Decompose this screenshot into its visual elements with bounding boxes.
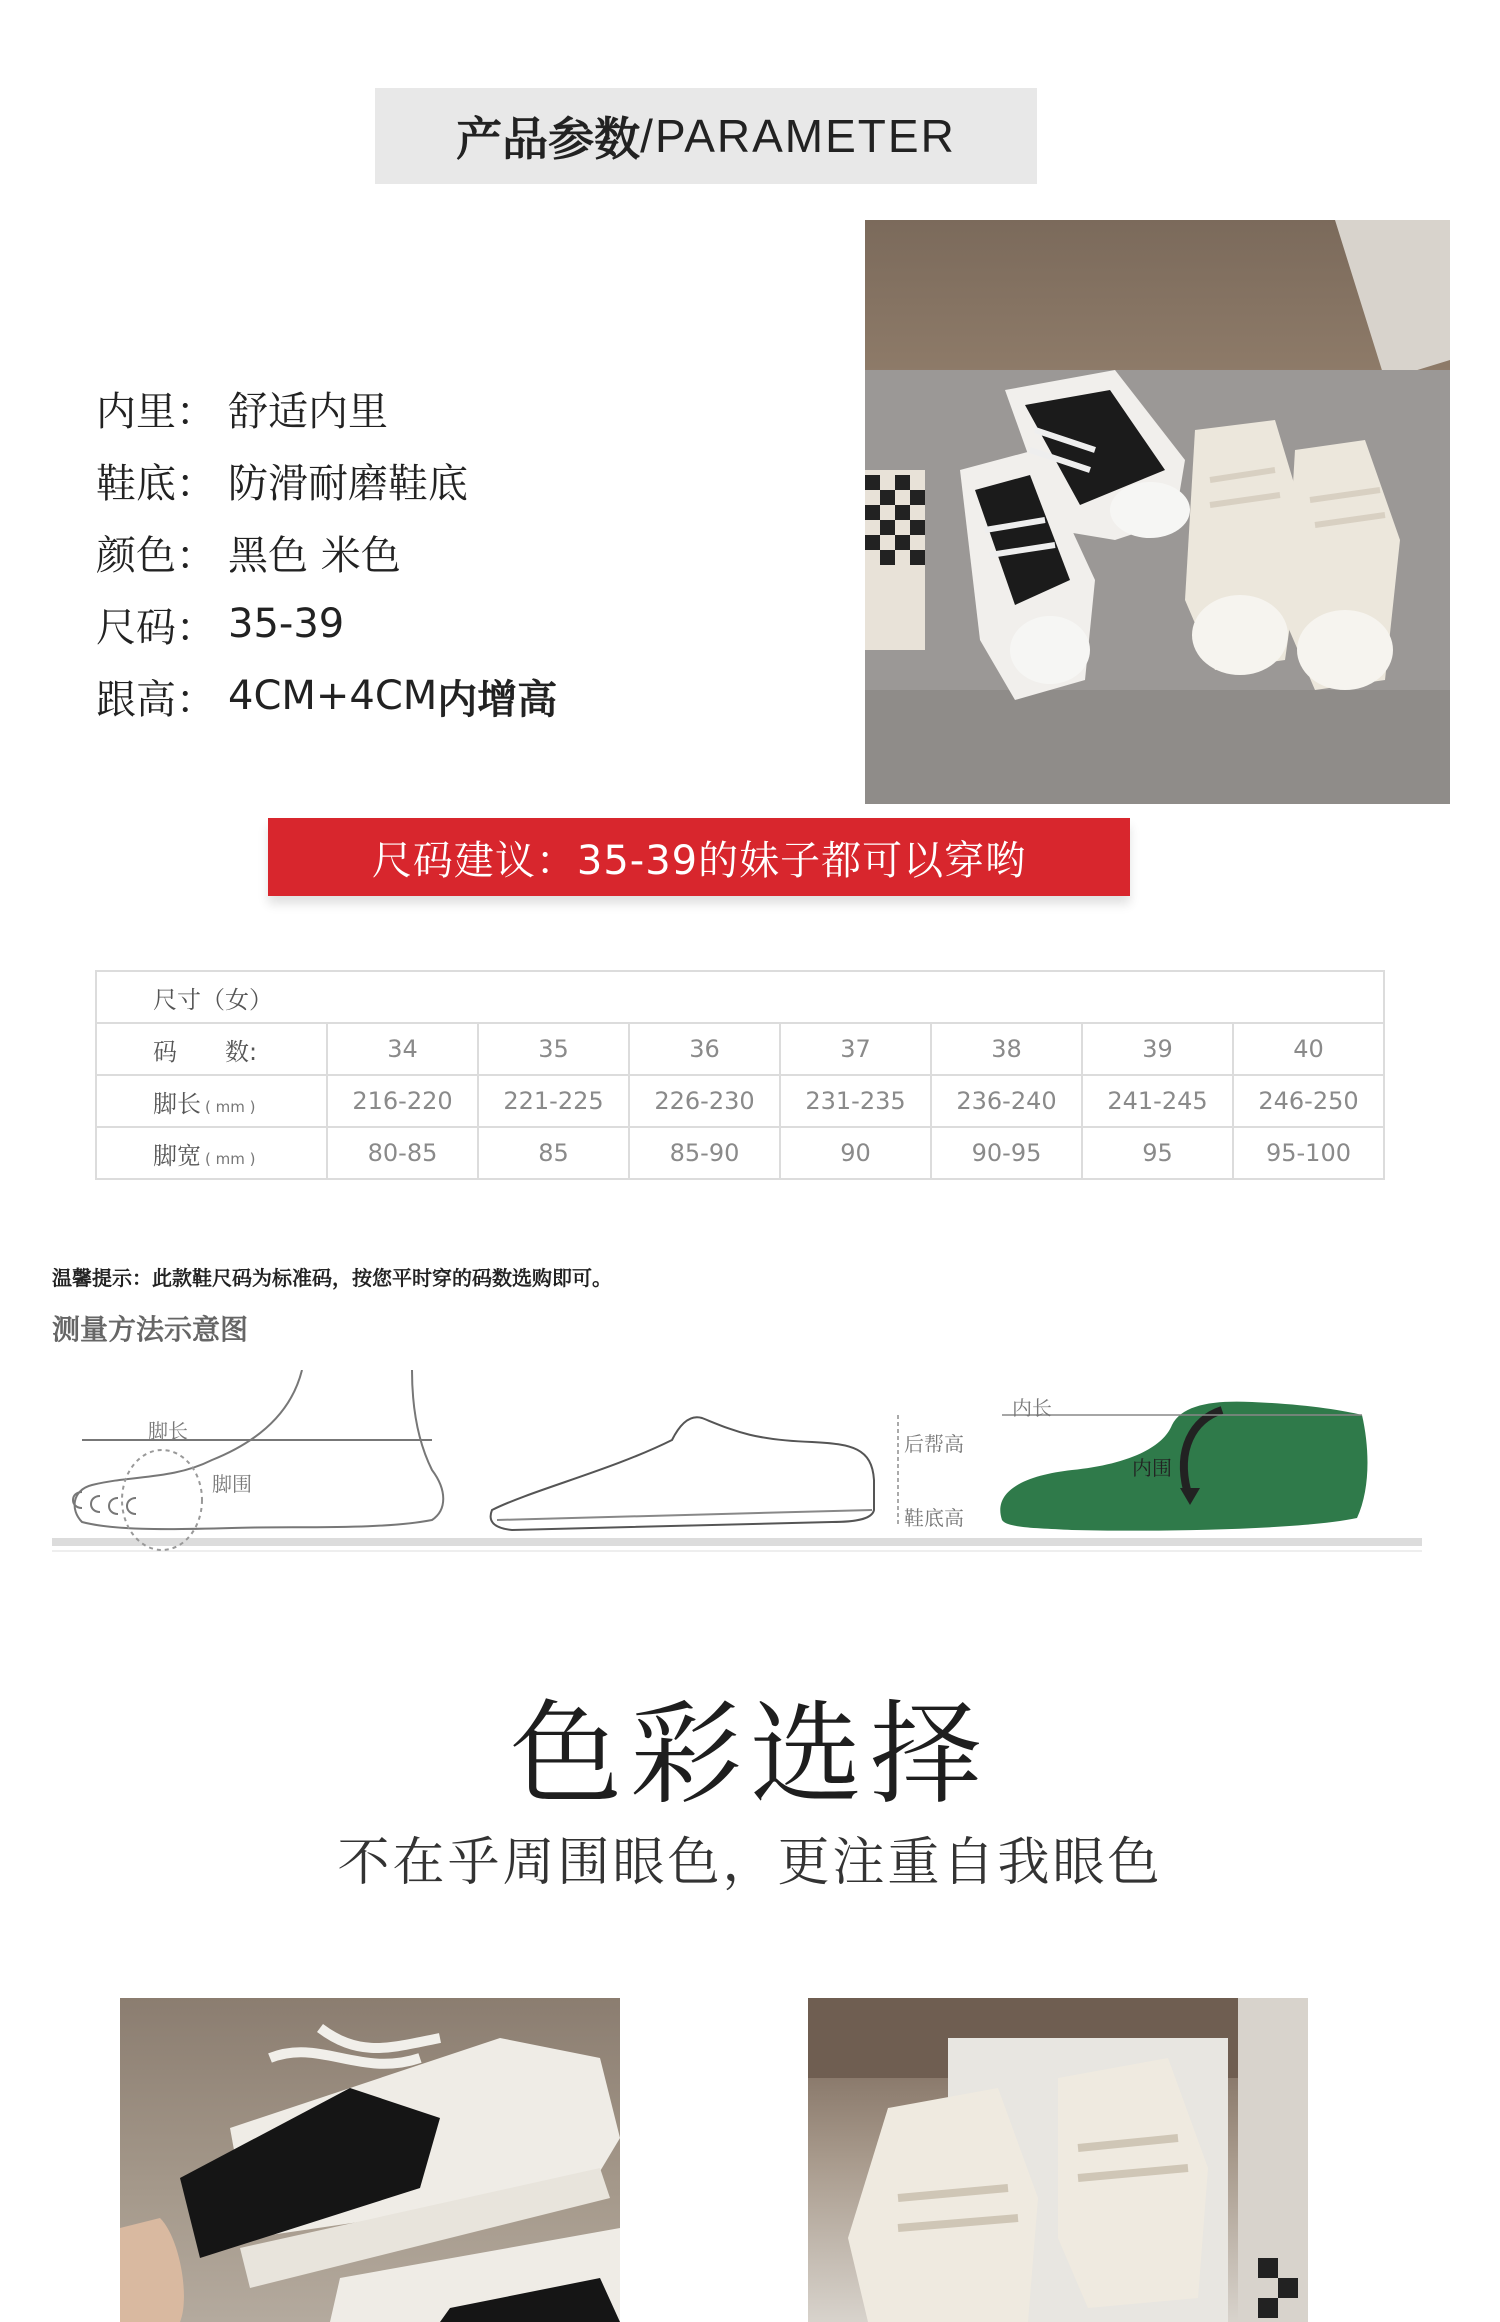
table-cell: 95-100 — [1233, 1127, 1384, 1179]
spec-value: 4CM+4CM — [228, 673, 438, 719]
label-sole-height: 鞋底高 — [904, 1506, 964, 1530]
table-cell: 246-250 — [1233, 1075, 1384, 1127]
color-section-subtitle: 不在乎周围眼色，更注重自我眼色 — [337, 1833, 1163, 1893]
table-cell: 231-235 — [780, 1075, 931, 1127]
table-cell: 39 — [1082, 1023, 1233, 1075]
table-cell: 90-95 — [931, 1127, 1082, 1179]
table-cell: 241-245 — [1082, 1075, 1233, 1127]
parameter-header — [375, 88, 1037, 184]
product-photo-top — [865, 220, 1450, 804]
table-cell: 85-90 — [629, 1127, 780, 1179]
table-title: 尺寸（女） — [96, 971, 1384, 1023]
size-table — [95, 970, 1385, 1180]
spec-row-lining — [96, 372, 796, 444]
spec-label: 跟高： — [96, 676, 216, 723]
row-label: 码 数: — [96, 1023, 327, 1075]
label-foot-girth: 脚围 — [212, 1472, 252, 1496]
table-row-size — [96, 1023, 1384, 1075]
row-label-cell — [96, 1075, 327, 1127]
spec-row-color — [96, 516, 796, 588]
measurement-diagram — [52, 1370, 1422, 1580]
label-inner-girth: 内围 — [1132, 1456, 1172, 1480]
table-cell: 35 — [478, 1023, 629, 1075]
table-cell: 90 — [780, 1127, 931, 1179]
table-cell: 40 — [1233, 1023, 1384, 1075]
table-cell: 221-225 — [478, 1075, 629, 1127]
table-cell: 37 — [780, 1023, 931, 1075]
label-inner-length: 内长 — [1012, 1396, 1052, 1420]
foot-diagram — [73, 1370, 443, 1550]
spec-label: 颜色： — [96, 532, 216, 579]
spec-value-bold: 内增高 — [437, 676, 558, 723]
spec-value: 黑色 米色 — [228, 532, 401, 579]
row-unit: ( mm ) — [205, 1097, 256, 1116]
header-title-cn: 产品参数 — [456, 112, 641, 166]
row-label: 脚长 — [153, 1089, 201, 1118]
photo-beige-shoes — [808, 1998, 1308, 2322]
spec-row-sole — [96, 444, 796, 516]
table-cell: 216-220 — [327, 1075, 478, 1127]
black-shoe-image — [120, 1998, 620, 2322]
table-cell: 38 — [931, 1023, 1082, 1075]
shoes-illustration — [865, 220, 1450, 804]
measurement-diagram-svg — [52, 1370, 1422, 1580]
spec-list — [96, 372, 796, 732]
spec-label: 鞋底： — [96, 460, 216, 507]
table-row-foot-length — [96, 1075, 1384, 1127]
label-foot-length: 脚长 — [148, 1419, 188, 1443]
spec-row-heel — [96, 660, 796, 732]
spec-row-size — [96, 588, 796, 660]
table-cell: 36 — [629, 1023, 780, 1075]
table-row-foot-width — [96, 1127, 1384, 1179]
table-cell: 236-240 — [931, 1075, 1082, 1127]
row-label: 脚宽 — [153, 1141, 201, 1170]
measure-method-title: 测量方法示意图 — [52, 1313, 249, 1346]
row-label-cell — [96, 1127, 327, 1179]
spec-value: 舒适内里 — [228, 388, 388, 435]
beige-shoe-image — [808, 1998, 1308, 2322]
spec-label: 尺码： — [96, 604, 216, 651]
table-title-row — [96, 971, 1384, 1023]
table-cell: 226-230 — [629, 1075, 780, 1127]
row-unit: ( mm ) — [205, 1149, 256, 1168]
checkered-pillow — [865, 470, 925, 650]
spec-value: 35-39 — [228, 601, 345, 647]
header-title-en: /PARAMETER — [640, 110, 956, 162]
photo-black-shoes — [120, 1998, 620, 2322]
size-advice-banner: 尺码建议：35-39的妹子都可以穿哟 — [268, 818, 1130, 896]
spec-label: 内里： — [96, 388, 216, 435]
size-tip: 温馨提示：此款鞋尺码为标准码，按您平时穿的码数选购即可。 — [52, 1266, 612, 1290]
shoe-last-diagram — [1000, 1402, 1367, 1531]
table-cell: 80-85 — [327, 1127, 478, 1179]
shoe-outline-diagram — [491, 1415, 898, 1530]
table-cell: 85 — [478, 1127, 629, 1179]
spec-value: 防滑耐磨鞋底 — [228, 460, 468, 507]
label-heel-height: 后帮高 — [904, 1432, 964, 1456]
color-section-title: 色彩选择 — [510, 1690, 990, 1820]
table-cell: 34 — [327, 1023, 478, 1075]
table-cell: 95 — [1082, 1127, 1233, 1179]
